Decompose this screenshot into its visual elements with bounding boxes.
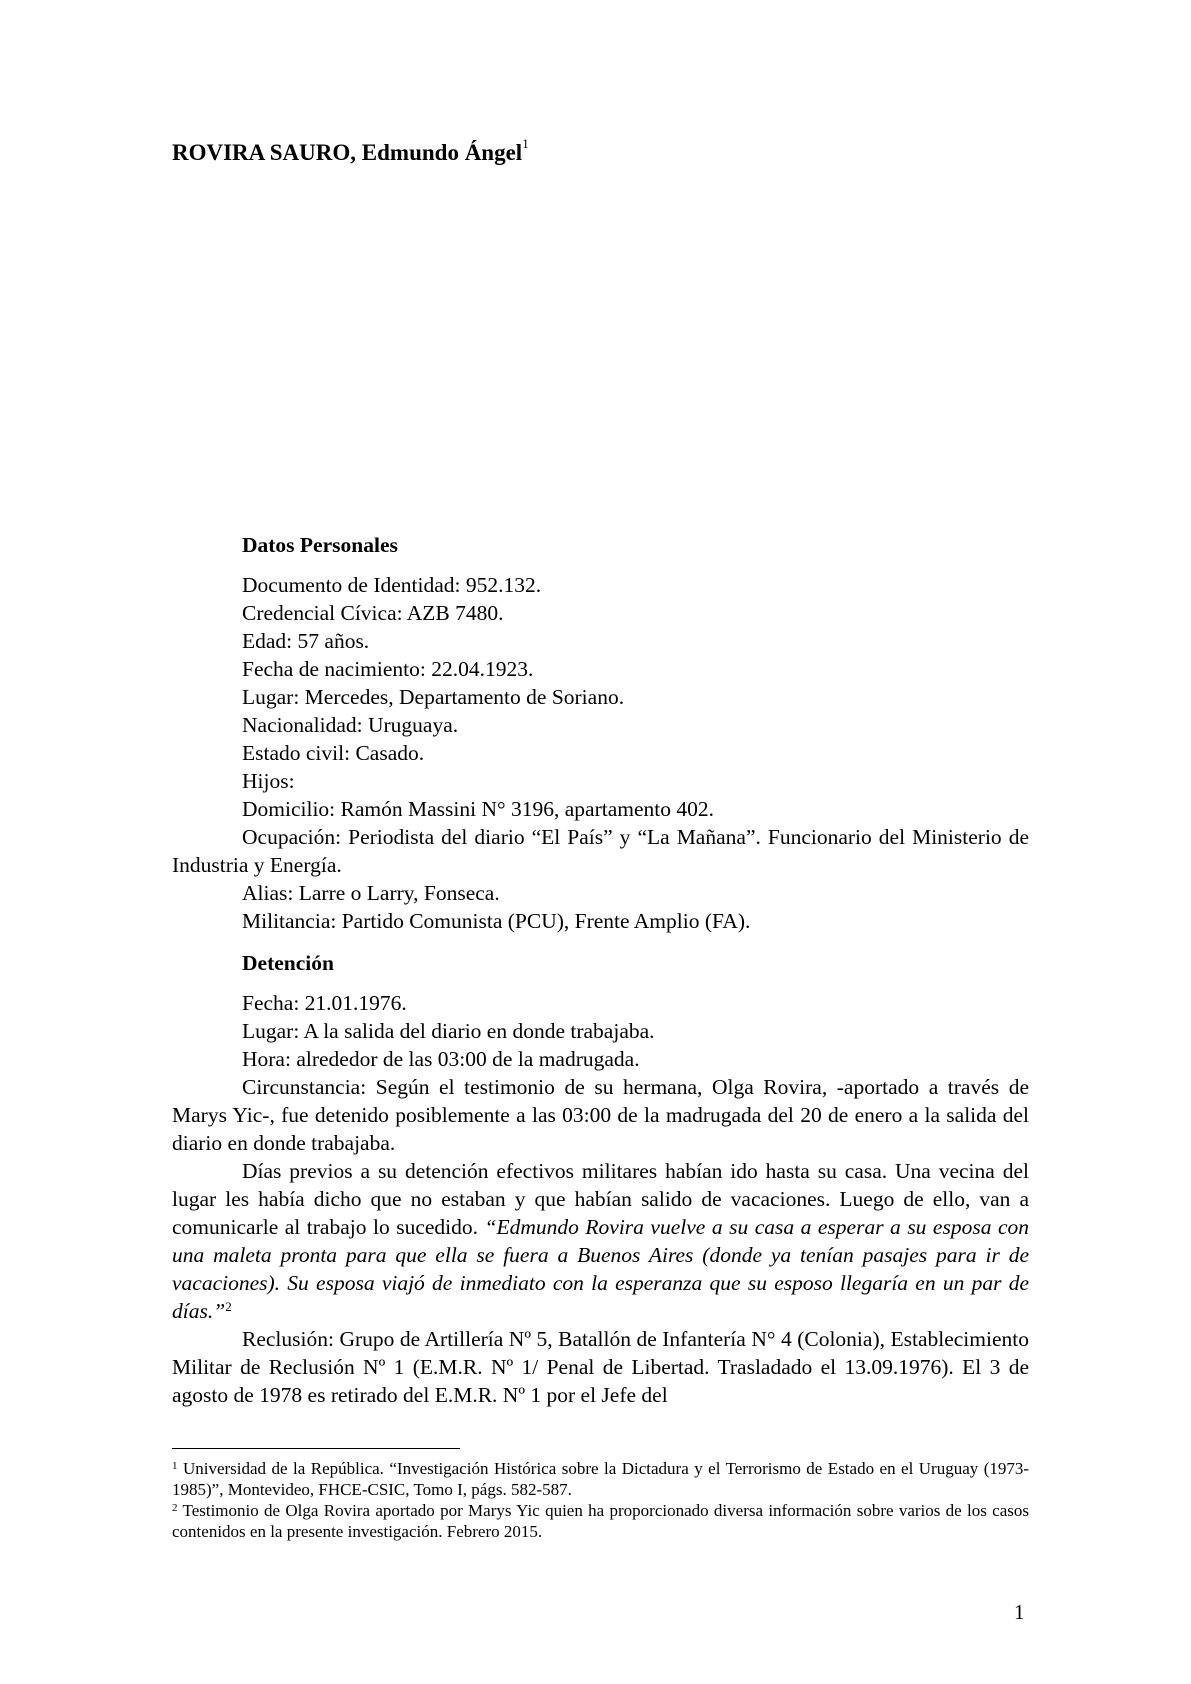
footnote-separator [172,1448,460,1449]
page-number: 1 [1014,1600,1025,1624]
title-text: ROVIRA SAURO, Edmundo Ángel [172,140,523,165]
footnote-marker-1: 1 [172,1460,178,1472]
personal-line-nationality: Nacionalidad: Uruguaya. [242,713,459,737]
detention-reclusion: Reclusión: Grupo de Artillería Nº 5, Batallón de Infantería N° 4 (Colonia), Establecimiento Militar de Reclusión Nº 1 (E.M.R. Nº 1/ Penal de Libertad. Trasladado el 13.09.1976). El 3 de agosto de 1978 es retirado del E.M.R. Nº 1 por el Jefe del [172,1327,1029,1407]
personal-line-place: Lugar: Mercedes, Departamento de Soriano. [242,685,625,709]
footnote-ref-1[interactable]: 1 [522,136,529,151]
footnote-text-1: Universidad de la República. “Investigación Histórica sobre la Dictadura y el Terrorismo de Estado en el Uruguay (1973-1985)”, Montevideo, FHCE-CSIC, Tomo I, págs. 582-587. [172,1459,1030,1499]
personal-line-civil-status: Estado civil: Casado. [242,741,425,765]
personal-line-credential: Credencial Cívica: AZB 7480. [242,601,504,625]
personal-line-militancy: Militancia: Partido Comunista (PCU), Frente Amplio (FA). [242,909,751,933]
footnote-marker-2: 2 [172,1502,178,1514]
personal-line-alias: Alias: Larre o Larry, Fonseca. [242,881,500,905]
footnote-ref-2[interactable]: 2 [225,1299,232,1314]
page-title [172,136,529,166]
detention-line-time: Hora: alrededor de las 03:00 de la madrugada. [242,1047,640,1071]
personal-line-children: Hijos: [242,769,295,793]
personal-line-address: Domicilio: Ramón Massini N° 3196, apartamento 402. [242,797,714,821]
footnote-2 [172,1500,1029,1542]
detention-line-place: Lugar: A la salida del diario en donde trabajaba. [242,1019,655,1043]
footnotes [172,1458,1029,1542]
personal-line-id: Documento de Identidad: 952.132. [242,573,542,597]
document-body [172,531,1029,1409]
section-heading-personal: Datos Personales [242,533,398,557]
testimony-quote: “Edmundo Rovira vuelve a su casa a esperar a su esposa con una maleta pronta para que ella se fuera a Buenos Aires (donde ya tenían pasajes para ir de vacaciones). Su esposa viajó de inmediato con la esperanza que su esposo llegaría en un par de días.” [172,1215,1030,1323]
detention-line-date: Fecha: 21.01.1976. [242,991,407,1015]
footnote-1 [172,1458,1029,1500]
personal-line-birthdate: Fecha de nacimiento: 22.04.1923. [242,657,534,681]
prior-days-text: Días previos a su detención efectivos militares habían ido hasta su casa. Una vecina del lugar les había dicho que no estaban y que habían salido de vacaciones. Luego de ello, van a comunicarle al trabajo lo sucedido. [172,1159,1029,1239]
footnote-text-2: Testimonio de Olga Rovira aportado por Marys Yic quien ha proporcionado diversa información sobre varios de los casos contenidos en la presente investigación. Febrero 2015. [172,1501,1029,1541]
personal-occupation: Ocupación: Periodista del diario “El País” y “La Mañana”. Funcionario del Ministerio de Industria y Energía. [172,825,1029,877]
personal-line-age: Edad: 57 años. [242,629,370,653]
section-heading-detention: Detención [242,951,334,975]
detention-circumstance: Circunstancia: Según el testimonio de su hermana, Olga Rovira, -aportado a través de Marys Yic-, fue detenido posiblemente a las 03:00 de la madrugada del 20 de enero a la salida del diario en donde trabajaba. [172,1075,1029,1155]
detention-prior-days [172,1157,1029,1325]
